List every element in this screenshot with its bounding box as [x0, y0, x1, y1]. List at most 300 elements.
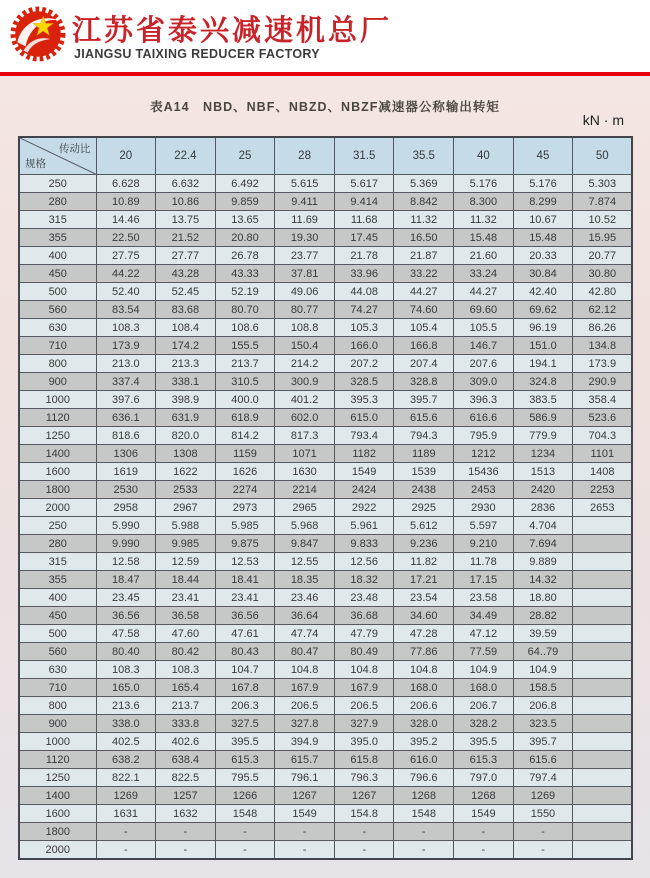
value-cell: 168.0: [394, 679, 454, 697]
spec-cell: 1250: [19, 769, 96, 787]
value-cell: 52.40: [96, 283, 156, 301]
value-cell: -: [215, 823, 275, 841]
value-cell: 39.59: [513, 625, 573, 643]
value-cell: -: [394, 841, 454, 860]
table-row: [19, 715, 632, 733]
value-cell: 5.597: [454, 517, 514, 535]
value-cell: 9.875: [215, 535, 275, 553]
value-cell: 36.58: [156, 607, 216, 625]
spec-cell: 355: [19, 229, 96, 247]
value-cell: 1630: [275, 463, 335, 481]
value-cell: 80.43: [215, 643, 275, 661]
value-cell: 27.77: [156, 247, 216, 265]
value-cell: 23.41: [156, 589, 216, 607]
value-cell: 822.1: [96, 769, 156, 787]
value-cell: 168.0: [454, 679, 514, 697]
value-cell: 814.2: [215, 427, 275, 445]
value-cell: 17.15: [454, 571, 514, 589]
value-cell: 62.12: [573, 301, 633, 319]
value-cell: 166.0: [334, 337, 394, 355]
value-cell: 21.60: [454, 247, 514, 265]
value-cell: [573, 679, 633, 697]
table-row: [19, 283, 632, 301]
value-cell: -: [334, 841, 394, 860]
value-cell: 11.78: [454, 553, 514, 571]
value-cell: 18.80: [513, 589, 573, 607]
value-cell: 7.694: [513, 535, 573, 553]
value-cell: 395.5: [454, 733, 514, 751]
value-cell: 47.12: [454, 625, 514, 643]
value-cell: 86.26: [573, 319, 633, 337]
value-cell: 5.369: [394, 175, 454, 193]
value-cell: 796.1: [275, 769, 335, 787]
value-cell: 9.210: [454, 535, 514, 553]
value-cell: 11.69: [275, 211, 335, 229]
spec-cell: 710: [19, 337, 96, 355]
value-cell: -: [334, 823, 394, 841]
spec-cell: 1600: [19, 463, 96, 481]
value-cell: 1548: [394, 805, 454, 823]
spec-cell: 2000: [19, 499, 96, 517]
table-row: [19, 787, 632, 805]
value-cell: 12.59: [156, 553, 216, 571]
value-cell: 23.58: [454, 589, 514, 607]
value-cell: 80.47: [275, 643, 335, 661]
value-cell: 1622: [156, 463, 216, 481]
value-cell: 1408: [573, 463, 633, 481]
value-cell: 1631: [96, 805, 156, 823]
value-cell: 166.8: [394, 337, 454, 355]
value-cell: 2253: [573, 481, 633, 499]
value-cell: 36.56: [96, 607, 156, 625]
table-row: [19, 319, 632, 337]
value-cell: 1101: [573, 445, 633, 463]
spec-cell: 800: [19, 355, 96, 373]
value-cell: 165.0: [96, 679, 156, 697]
value-cell: 1268: [454, 787, 514, 805]
value-cell: 18.41: [215, 571, 275, 589]
value-cell: 1550: [513, 805, 573, 823]
table-row: [19, 679, 632, 697]
ratio-header: 50: [573, 137, 633, 175]
table-row: [19, 445, 632, 463]
value-cell: 822.5: [156, 769, 216, 787]
value-cell: 9.414: [334, 193, 394, 211]
value-cell: -: [454, 841, 514, 860]
value-cell: 11.68: [334, 211, 394, 229]
ratio-header: 20: [96, 137, 156, 175]
spec-cell: 1800: [19, 481, 96, 499]
value-cell: 5.176: [513, 175, 573, 193]
value-cell: [573, 517, 633, 535]
value-cell: 9.990: [96, 535, 156, 553]
value-cell: 12.53: [215, 553, 275, 571]
value-cell: 151.0: [513, 337, 573, 355]
value-cell: -: [454, 823, 514, 841]
value-cell: 395.0: [334, 733, 394, 751]
value-cell: 328.5: [334, 373, 394, 391]
value-cell: 105.5: [454, 319, 514, 337]
value-cell: 2922: [334, 499, 394, 517]
value-cell: 9.889: [513, 553, 573, 571]
value-cell: 18.44: [156, 571, 216, 589]
spec-cell: 630: [19, 661, 96, 679]
value-cell: -: [96, 823, 156, 841]
value-cell: 49.06: [275, 283, 335, 301]
value-cell: 337.4: [96, 373, 156, 391]
value-cell: 167.9: [334, 679, 394, 697]
table-row: [19, 463, 632, 481]
torque-table: [18, 136, 633, 860]
spec-cell: 450: [19, 607, 96, 625]
value-cell: 523.6: [573, 409, 633, 427]
value-cell: 104.9: [454, 661, 514, 679]
spec-cell: 315: [19, 211, 96, 229]
table-row: [19, 643, 632, 661]
value-cell: -: [156, 823, 216, 841]
spec-cell: 900: [19, 715, 96, 733]
value-cell: 5.968: [275, 517, 335, 535]
ratio-header: 22.4: [156, 137, 216, 175]
value-cell: 2420: [513, 481, 573, 499]
value-cell: 17.21: [394, 571, 454, 589]
value-cell: 1159: [215, 445, 275, 463]
value-cell: 9.859: [215, 193, 275, 211]
table-header: [19, 137, 632, 175]
value-cell: [573, 571, 633, 589]
value-cell: [573, 805, 633, 823]
value-cell: 400.0: [215, 391, 275, 409]
table-row: [19, 193, 632, 211]
value-cell: 1071: [275, 445, 335, 463]
value-cell: 22.50: [96, 229, 156, 247]
value-cell: 96.19: [513, 319, 573, 337]
spec-cell: 500: [19, 283, 96, 301]
value-cell: 2967: [156, 499, 216, 517]
value-cell: -: [156, 841, 216, 860]
value-cell: 206.5: [275, 697, 335, 715]
value-cell: 43.28: [156, 265, 216, 283]
corner-label-spec: 规格: [25, 158, 46, 170]
table-row: [19, 697, 632, 715]
value-cell: 704.3: [573, 427, 633, 445]
value-cell: 338.1: [156, 373, 216, 391]
value-cell: 615.0: [334, 409, 394, 427]
value-cell: 13.65: [215, 211, 275, 229]
table-row: [19, 625, 632, 643]
spec-cell: 1000: [19, 391, 96, 409]
value-cell: 80.49: [334, 643, 394, 661]
value-cell: 11.82: [394, 553, 454, 571]
value-cell: 108.3: [156, 661, 216, 679]
value-cell: 108.3: [96, 661, 156, 679]
value-cell: 638.2: [96, 751, 156, 769]
value-cell: 395.2: [394, 733, 454, 751]
value-cell: 214.2: [275, 355, 335, 373]
value-cell: 5.988: [156, 517, 216, 535]
value-cell: 104.7: [215, 661, 275, 679]
value-cell: 47.58: [96, 625, 156, 643]
value-cell: 18.32: [334, 571, 394, 589]
value-cell: 2453: [454, 481, 514, 499]
value-cell: 80.70: [215, 301, 275, 319]
value-cell: 69.60: [454, 301, 514, 319]
value-cell: 616.6: [454, 409, 514, 427]
value-cell: 2958: [96, 499, 156, 517]
value-cell: 167.9: [275, 679, 335, 697]
gear-star-logo-icon: [9, 5, 67, 63]
value-cell: [573, 787, 633, 805]
table-row: [19, 661, 632, 679]
value-cell: 23.46: [275, 589, 335, 607]
value-cell: -: [513, 823, 573, 841]
value-cell: -: [96, 841, 156, 860]
value-cell: 105.3: [334, 319, 394, 337]
unit-label: kN · m: [582, 112, 624, 128]
spec-cell: 355: [19, 571, 96, 589]
value-cell: -: [215, 841, 275, 860]
value-cell: 207.6: [454, 355, 514, 373]
value-cell: 795.5: [215, 769, 275, 787]
value-cell: 6.632: [156, 175, 216, 193]
value-cell: 395.5: [215, 733, 275, 751]
value-cell: 615.6: [513, 751, 573, 769]
table-row: [19, 301, 632, 319]
value-cell: 104.9: [513, 661, 573, 679]
value-cell: 173.9: [573, 355, 633, 373]
value-cell: 797.0: [454, 769, 514, 787]
value-cell: 5.990: [96, 517, 156, 535]
value-cell: 1189: [394, 445, 454, 463]
table-body: [19, 175, 632, 860]
value-cell: 74.27: [334, 301, 394, 319]
value-cell: 12.58: [96, 553, 156, 571]
value-cell: 207.2: [334, 355, 394, 373]
value-cell: 2965: [275, 499, 335, 517]
table-row: [19, 841, 632, 860]
table-row: [19, 211, 632, 229]
value-cell: 9.236: [394, 535, 454, 553]
value-cell: 47.60: [156, 625, 216, 643]
value-cell: 358.4: [573, 391, 633, 409]
table-row: [19, 373, 632, 391]
value-cell: 20.77: [573, 247, 633, 265]
value-cell: 328.8: [394, 373, 454, 391]
value-cell: 309.0: [454, 373, 514, 391]
value-cell: [573, 733, 633, 751]
value-cell: 44.27: [394, 283, 454, 301]
value-cell: 1619: [96, 463, 156, 481]
value-cell: 108.8: [275, 319, 335, 337]
value-cell: 27.75: [96, 247, 156, 265]
value-cell: [573, 589, 633, 607]
value-cell: 23.77: [275, 247, 335, 265]
value-cell: 2438: [394, 481, 454, 499]
value-cell: [573, 715, 633, 733]
value-cell: 820.0: [156, 427, 216, 445]
value-cell: 64..79: [513, 643, 573, 661]
value-cell: 395.7: [513, 733, 573, 751]
table-row: [19, 427, 632, 445]
spec-cell: 280: [19, 193, 96, 211]
value-cell: 206.8: [513, 697, 573, 715]
value-cell: 2274: [215, 481, 275, 499]
value-cell: 615.6: [394, 409, 454, 427]
value-cell: 618.9: [215, 409, 275, 427]
value-cell: 779.9: [513, 427, 573, 445]
value-cell: 8.842: [394, 193, 454, 211]
value-cell: 150.4: [275, 337, 335, 355]
value-cell: 206.5: [334, 697, 394, 715]
value-cell: [573, 823, 633, 841]
value-cell: 20.80: [215, 229, 275, 247]
ratio-header: 45: [513, 137, 573, 175]
value-cell: 636.1: [96, 409, 156, 427]
value-cell: 5.615: [275, 175, 335, 193]
value-cell: 167.8: [215, 679, 275, 697]
value-cell: 324.8: [513, 373, 573, 391]
value-cell: 15.48: [513, 229, 573, 247]
value-cell: 37.81: [275, 265, 335, 283]
value-cell: 47.74: [275, 625, 335, 643]
value-cell: 9.833: [334, 535, 394, 553]
value-cell: 631.9: [156, 409, 216, 427]
value-cell: 395.7: [394, 391, 454, 409]
value-cell: [573, 769, 633, 787]
value-cell: 1306: [96, 445, 156, 463]
value-cell: 328.0: [394, 715, 454, 733]
spec-cell: 1400: [19, 787, 96, 805]
value-cell: 10.67: [513, 211, 573, 229]
spec-cell: 710: [19, 679, 96, 697]
value-cell: 2930: [454, 499, 514, 517]
value-cell: 20.33: [513, 247, 573, 265]
value-cell: 12.55: [275, 553, 335, 571]
value-cell: 105.4: [394, 319, 454, 337]
value-cell: 206.3: [215, 697, 275, 715]
value-cell: 5.617: [334, 175, 394, 193]
spec-cell: 560: [19, 301, 96, 319]
spec-cell: 800: [19, 697, 96, 715]
table-row: [19, 337, 632, 355]
value-cell: 47.79: [334, 625, 394, 643]
value-cell: 8.300: [454, 193, 514, 211]
value-cell: 616.0: [394, 751, 454, 769]
corner-label-ratio: 传动比: [59, 143, 91, 155]
value-cell: 1257: [156, 787, 216, 805]
spec-cell: 560: [19, 643, 96, 661]
spec-cell: 630: [19, 319, 96, 337]
value-cell: 36.64: [275, 607, 335, 625]
value-cell: 1549: [275, 805, 335, 823]
value-cell: 77.86: [394, 643, 454, 661]
value-cell: 104.8: [394, 661, 454, 679]
value-cell: 44.08: [334, 283, 394, 301]
value-cell: 586.9: [513, 409, 573, 427]
value-cell: 155.5: [215, 337, 275, 355]
value-cell: 44.22: [96, 265, 156, 283]
value-cell: [573, 661, 633, 679]
value-cell: 328.2: [454, 715, 514, 733]
ratio-header: 31.5: [334, 137, 394, 175]
value-cell: 10.86: [156, 193, 216, 211]
table-row: [19, 499, 632, 517]
value-cell: 615.3: [215, 751, 275, 769]
value-cell: 74.60: [394, 301, 454, 319]
value-cell: 23.41: [215, 589, 275, 607]
value-cell: 11.32: [454, 211, 514, 229]
value-cell: 15.95: [573, 229, 633, 247]
spec-cell: 400: [19, 589, 96, 607]
value-cell: 5.303: [573, 175, 633, 193]
value-cell: -: [513, 841, 573, 860]
value-cell: 34.60: [394, 607, 454, 625]
value-cell: 310.5: [215, 373, 275, 391]
spec-cell: 1120: [19, 751, 96, 769]
spec-cell: 1600: [19, 805, 96, 823]
value-cell: [573, 607, 633, 625]
table-row: [19, 517, 632, 535]
value-cell: 33.24: [454, 265, 514, 283]
spec-cell: 250: [19, 175, 96, 193]
value-cell: -: [275, 823, 335, 841]
value-cell: 47.61: [215, 625, 275, 643]
ratio-header: 25: [215, 137, 275, 175]
value-cell: 6.628: [96, 175, 156, 193]
value-cell: 13.75: [156, 211, 216, 229]
value-cell: 4.704: [513, 517, 573, 535]
value-cell: 797.4: [513, 769, 573, 787]
ratio-header: 28: [275, 137, 335, 175]
value-cell: 207.4: [394, 355, 454, 373]
value-cell: 9.411: [275, 193, 335, 211]
value-cell: [573, 841, 633, 860]
value-cell: 327.5: [215, 715, 275, 733]
table-row: [19, 553, 632, 571]
value-cell: 16.50: [394, 229, 454, 247]
value-cell: 5.985: [215, 517, 275, 535]
corner-cell: [19, 137, 96, 175]
table-row: [19, 607, 632, 625]
table-row: [19, 391, 632, 409]
spec-cell: 280: [19, 535, 96, 553]
value-cell: 615.8: [334, 751, 394, 769]
value-cell: 796.6: [394, 769, 454, 787]
value-cell: [573, 643, 633, 661]
value-cell: 174.2: [156, 337, 216, 355]
table-title: 表A14 NBD、NBF、NBZD、NBZF减速器公称输出转矩: [150, 100, 500, 114]
value-cell: 108.4: [156, 319, 216, 337]
value-cell: 1269: [96, 787, 156, 805]
value-cell: 17.45: [334, 229, 394, 247]
value-cell: 2653: [573, 499, 633, 517]
value-cell: [573, 535, 633, 553]
value-cell: 83.54: [96, 301, 156, 319]
value-cell: 15436: [454, 463, 514, 481]
value-cell: 19.30: [275, 229, 335, 247]
value-cell: 2836: [513, 499, 573, 517]
value-cell: 5.612: [394, 517, 454, 535]
value-cell: 11.32: [394, 211, 454, 229]
value-cell: 21.87: [394, 247, 454, 265]
value-cell: 5.176: [454, 175, 514, 193]
spec-cell: 315: [19, 553, 96, 571]
value-cell: 30.84: [513, 265, 573, 283]
value-cell: 1182: [334, 445, 394, 463]
value-cell: 2214: [275, 481, 335, 499]
value-cell: 5.961: [334, 517, 394, 535]
spec-cell: 900: [19, 373, 96, 391]
